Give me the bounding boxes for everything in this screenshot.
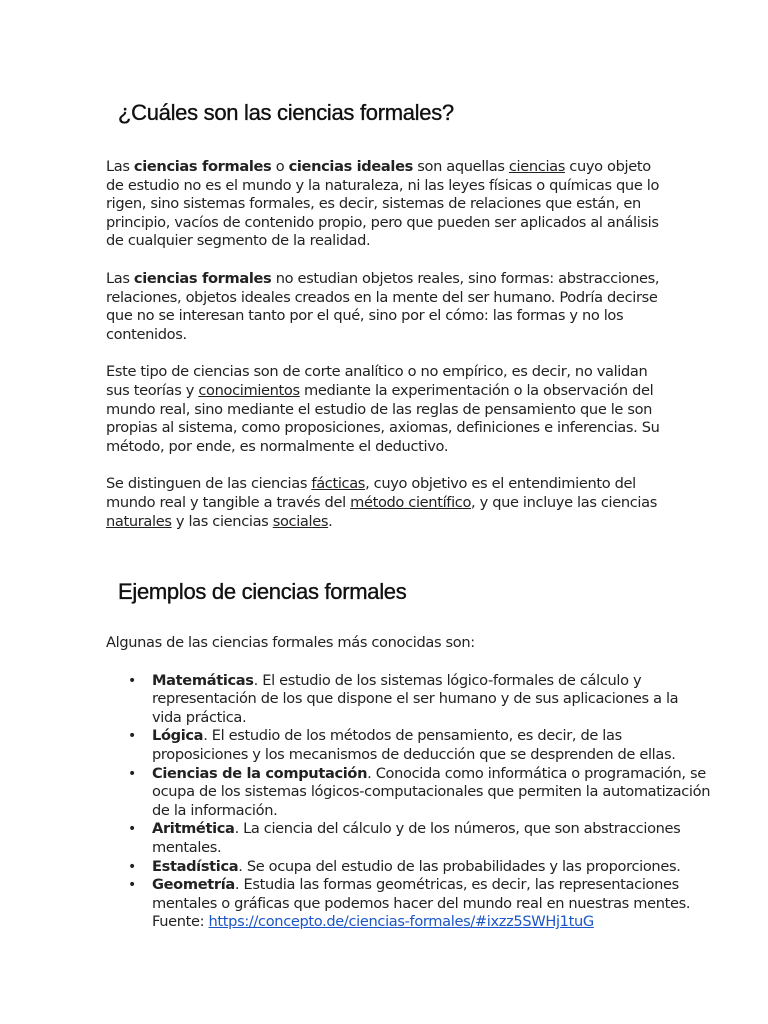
list-item-desc: . El estudio de los sistemas lógico-formales de cálculo y representación de los que dispone el ser humano y de sus aplicaciones a la vida práctica. <box>152 671 679 726</box>
underlined-link[interactable]: fácticas <box>311 475 366 493</box>
text-run: Las <box>106 269 134 287</box>
list-item-term: Aritmética <box>152 820 235 838</box>
underlined-link[interactable]: conocimientos <box>198 381 300 399</box>
underlined-link[interactable]: naturales <box>106 512 172 530</box>
text-run: son aquellas <box>412 158 509 175</box>
examples-intro: Algunas de las ciencias formales más conocidas son: <box>106 634 475 652</box>
text-run: cuyo objeto de estudio no es el mundo y la naturaleza, ni las leyes físicas o químicas que lo rigen, sino sistemas formales, es decir, sistemas de relaciones que están, en principio, vacíos de contenido propio, pero que pueden ser aplicados al análisis de cualquier segmento de la realidad. <box>106 158 660 250</box>
list-item-term: Matemáticas <box>152 671 254 689</box>
list-item-desc: . El estudio de los métodos de pensamiento, es decir, de las proposiciones y los mecanismos de deducción que se desprenden de ellas. <box>152 727 676 764</box>
section-title-formal-sciences: ¿Cuáles son las ciencias formales? <box>118 100 454 125</box>
list-item-term: Geometría <box>152 876 235 894</box>
underlined-link[interactable]: método científico <box>350 493 472 511</box>
source-link[interactable]: https://concepto.de/ciencias-formales/#ixzz5SWHj1tuG <box>208 913 594 931</box>
text-run: , cuyo objetivo es el entendimiento del mundo real y tangible a través del <box>106 475 636 511</box>
list-item-computacion <box>152 765 712 821</box>
list-item-term: Lógica <box>152 727 204 745</box>
text-run: mediante la experimentación o la observación del mundo real, sino mediante el estudio de las reglas de pensamiento que le son propias al sistema, como proposiciones, axiomas, definiciones e inferencias. Su método, por ende, es normalmente el deductivo. <box>106 381 660 455</box>
paragraph-method <box>106 363 666 456</box>
text-run: , y que incluye las ciencias <box>471 493 657 511</box>
underlined-link[interactable]: ciencias <box>508 158 565 175</box>
text-run: Se distinguen de las ciencias <box>106 475 312 493</box>
bold-term: ciencias formales <box>133 269 272 287</box>
text-run: Las <box>106 158 134 175</box>
examples-list <box>106 672 712 932</box>
list-item-aritmetica <box>152 820 712 857</box>
paragraph-definition <box>106 158 666 251</box>
list-item-term: Ciencias de la computación <box>152 764 368 782</box>
section-title-examples: Ejemplos de ciencias formales <box>118 579 407 605</box>
paragraph-distinction <box>106 475 666 531</box>
list-item-desc: . La ciencia del cálculo y de los números, que son abstracciones mentales. <box>152 820 681 857</box>
text-run: no estudian objetos reales, sino formas: abstracciones, relaciones, objetos ideales creados en la mente del ser humano. Podría decirse que no se interesan tanto por el qué, sino por el cómo: las formas y no los contenidos. <box>106 269 660 343</box>
list-item-term: Estadística <box>152 857 239 875</box>
source-label: Fuente: <box>152 913 209 931</box>
list-item-logica <box>152 727 712 764</box>
list-item-desc: . Estudia las formas geométricas, es decir, las representaciones mentales o gráficas que podemos hacer del mundo real en nuestras mentes. <box>152 876 691 912</box>
text-run: y las ciencias <box>171 512 273 530</box>
list-item-matematicas <box>152 672 712 728</box>
text-run: o <box>271 158 289 175</box>
list-item-estadistica <box>152 858 712 877</box>
list-item-desc: . Se ocupa del estudio de las probabilidades y las proporciones. <box>238 857 681 875</box>
bold-term: ciencias ideales <box>288 158 413 175</box>
text-run: Este tipo de ciencias son de corte analítico o no empírico, es decir, no validan sus teorías y <box>106 363 648 399</box>
text-run: . <box>328 512 333 530</box>
underlined-link[interactable]: sociales <box>272 512 329 530</box>
paragraph-object-of-study <box>106 270 666 344</box>
list-item-desc: . Conocida como informática o programación, se ocupa de los sistemas lógicos-computacionales que permiten la automatización de la información. <box>152 764 711 819</box>
list-item-geometria <box>152 876 712 932</box>
bold-term: ciencias formales <box>133 158 272 175</box>
